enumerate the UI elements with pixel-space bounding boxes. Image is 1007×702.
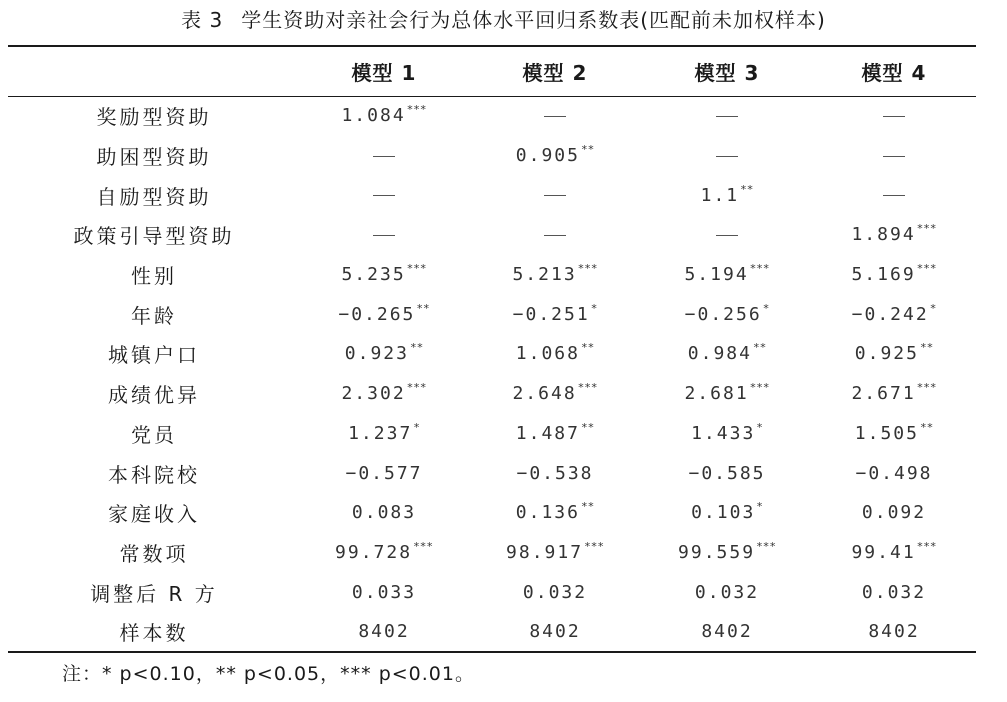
- cell-value: 1.068: [515, 343, 580, 365]
- table-cell: [300, 96, 468, 136]
- table-cell: [468, 533, 642, 573]
- table-cell: [468, 414, 642, 454]
- table-row: [8, 493, 976, 533]
- table-header: [8, 47, 976, 96]
- table-cell: [300, 136, 468, 176]
- empty-dash: [716, 235, 738, 236]
- table-cell: [812, 374, 976, 414]
- table-cell: [642, 572, 812, 612]
- cell-value: 99.41: [851, 541, 916, 563]
- table-row: [8, 215, 976, 255]
- significance-mark: ***: [756, 539, 776, 553]
- table-cell: [468, 453, 642, 493]
- row-label: 本科院校: [108, 462, 200, 487]
- cell-value: −0.256: [684, 303, 762, 325]
- row-label: 家庭收入: [108, 502, 200, 527]
- table-cell: [642, 136, 812, 176]
- row-label: 年龄: [131, 303, 177, 328]
- table-cell: [642, 493, 812, 533]
- cell-value: 2.302: [341, 383, 406, 405]
- cell-value: −0.577: [345, 462, 423, 484]
- significance-mark: ***: [916, 262, 937, 276]
- table-cell: [812, 533, 976, 573]
- table-row: [8, 294, 976, 334]
- table-cell: [812, 255, 976, 295]
- row-label: 样本数: [119, 621, 189, 646]
- cell-value: −0.265: [338, 303, 416, 325]
- cell-value: 1.084: [341, 105, 406, 127]
- table-cell: [812, 96, 976, 136]
- cell-value: 8402: [529, 621, 581, 643]
- table-cell: [642, 96, 812, 136]
- significance-mark: ***: [916, 381, 937, 395]
- table-cell: [468, 374, 642, 414]
- table-cell: [468, 255, 642, 295]
- cell-value: 0.136: [515, 502, 580, 524]
- significance-mark: ***: [916, 539, 937, 553]
- table-cell: [468, 493, 642, 533]
- significance-mark: **: [740, 182, 754, 196]
- cell-value: 0.103: [691, 502, 756, 524]
- table-row: [8, 414, 976, 454]
- row-label: 性别: [131, 264, 177, 289]
- cell-value: 0.032: [694, 581, 760, 603]
- significance-mark: *: [762, 301, 770, 315]
- table-cell: [468, 334, 642, 374]
- table-note: 注：* p<0.10，** p<0.05，*** p<0.01。: [62, 663, 475, 685]
- significance-mark: **: [919, 420, 934, 434]
- table-number: 表 3: [181, 8, 224, 32]
- empty-dash: [883, 195, 905, 196]
- table-cell: [642, 294, 812, 334]
- table-cell: [300, 533, 468, 573]
- cell-value: 0.032: [522, 581, 588, 603]
- table-cell: [468, 136, 642, 176]
- table-row: [8, 175, 976, 215]
- table-cell: [812, 493, 976, 533]
- cell-value: 8402: [358, 621, 410, 643]
- table-cell: [642, 453, 812, 493]
- table-row: [8, 453, 976, 493]
- empty-dash: [373, 195, 395, 196]
- cell-value: 2.681: [684, 383, 749, 405]
- cell-value: 99.559: [678, 541, 756, 563]
- row-label: 自励型资助: [96, 184, 212, 209]
- table-cell: [468, 572, 642, 612]
- row-label: 城镇户口: [108, 343, 200, 368]
- significance-mark: *: [929, 301, 937, 315]
- table-cell: [300, 414, 468, 454]
- table-cell: [642, 334, 812, 374]
- significance-mark: ***: [406, 262, 427, 276]
- significance-mark: *: [413, 420, 420, 434]
- significance-mark: **: [409, 341, 424, 355]
- cell-value: 1.505: [854, 422, 919, 444]
- cell-value: 0.032: [861, 581, 927, 603]
- significance-mark: **: [580, 500, 595, 514]
- cell-value: 1.433: [691, 422, 756, 444]
- cell-value: 5.169: [851, 264, 916, 286]
- empty-dash: [883, 116, 905, 117]
- table-cell: [300, 612, 468, 652]
- row-label: 常数项: [119, 541, 189, 566]
- table-cell: [468, 175, 642, 215]
- table-row: [8, 374, 976, 414]
- table-cell: [300, 255, 468, 295]
- empty-dash: [544, 195, 566, 196]
- cell-value: 98.917: [506, 541, 584, 563]
- table-row: [8, 255, 976, 295]
- cell-value: 99.728: [335, 541, 413, 563]
- table-row: [8, 533, 976, 573]
- table-cell: [642, 255, 812, 295]
- row-label: 政策引导型资助: [73, 224, 235, 249]
- table-title: 学生资助对亲社会行为总体水平回归系数表(匹配前未加权样本): [241, 8, 826, 32]
- empty-dash: [544, 235, 566, 236]
- empty-dash: [716, 156, 738, 157]
- cell-value: 0.092: [861, 502, 927, 524]
- header-cell-empty: [8, 47, 300, 96]
- significance-mark: *: [756, 420, 763, 434]
- header-cell-model-3: 模型 3: [694, 61, 760, 85]
- table-cell: [812, 215, 976, 255]
- table-cell: [300, 294, 468, 334]
- table-cell: [468, 215, 642, 255]
- empty-dash: [373, 156, 395, 157]
- table-cell: [300, 175, 468, 215]
- table-cell: [812, 612, 976, 652]
- table-cell: [642, 414, 812, 454]
- table-cell: [300, 572, 468, 612]
- row-label: 党员: [131, 422, 177, 447]
- table-body: [8, 96, 976, 652]
- row-label: 成绩优异: [108, 383, 200, 408]
- table-cell: [642, 215, 812, 255]
- empty-dash: [373, 235, 395, 236]
- header-cell-model-4: 模型 4: [861, 61, 927, 85]
- cell-value: 5.235: [341, 264, 406, 286]
- cell-value: 5.213: [512, 264, 577, 286]
- table-cell: [812, 453, 976, 493]
- table-cell: [642, 612, 812, 652]
- significance-mark: ***: [749, 262, 770, 276]
- table-cell: [642, 374, 812, 414]
- cell-value: 0.033: [351, 581, 417, 603]
- table-cell: [468, 612, 642, 652]
- header-cell-model-2: 模型 2: [522, 61, 588, 85]
- significance-mark: **: [580, 341, 595, 355]
- table-cell: [300, 334, 468, 374]
- significance-mark: ***: [406, 381, 427, 395]
- table-cell: [812, 334, 976, 374]
- empty-dash: [716, 116, 738, 117]
- table-row: [8, 612, 976, 652]
- table-row: [8, 572, 976, 612]
- table-cell: [812, 572, 976, 612]
- table-cell: [468, 294, 642, 334]
- cell-value: 1.894: [851, 224, 916, 246]
- significance-mark: ***: [577, 262, 598, 276]
- cell-value: 0.923: [344, 343, 409, 365]
- table-cell: [300, 453, 468, 493]
- cell-value: 2.648: [512, 383, 577, 405]
- row-label: 调整后 R 方: [90, 581, 218, 606]
- cell-value: 8402: [701, 621, 753, 643]
- cell-value: 1.237: [348, 422, 413, 444]
- empty-dash: [883, 156, 905, 157]
- header-row: [8, 47, 976, 96]
- cell-value: −0.251: [512, 303, 590, 325]
- table-cell: [812, 294, 976, 334]
- significance-mark: ***: [749, 381, 770, 395]
- cell-value: 0.984: [687, 343, 752, 365]
- table-row: [8, 136, 976, 176]
- cell-value: 0.925: [854, 343, 919, 365]
- cell-value: 2.671: [851, 383, 916, 405]
- table-cell: [642, 175, 812, 215]
- header-cell-model-1: 模型 1: [351, 61, 417, 85]
- table-cell: [300, 215, 468, 255]
- table-cell: [468, 96, 642, 136]
- significance-mark: ***: [916, 222, 937, 236]
- significance-mark: **: [416, 301, 430, 315]
- cell-value: −0.538: [516, 462, 594, 484]
- significance-mark: **: [919, 341, 934, 355]
- cell-value: 1.1: [700, 184, 740, 206]
- table-caption: [0, 6, 1007, 34]
- significance-mark: **: [580, 143, 595, 157]
- cell-value: 5.194: [684, 264, 749, 286]
- table-cell: [300, 493, 468, 533]
- row-label: 助困型资助: [96, 145, 212, 170]
- table-cell: [812, 136, 976, 176]
- significance-mark: *: [590, 301, 598, 315]
- cell-value: 0.905: [515, 145, 580, 167]
- cell-value: −0.242: [851, 303, 929, 325]
- table-row: [8, 334, 976, 374]
- significance-mark: ***: [577, 381, 598, 395]
- significance-mark: **: [580, 420, 595, 434]
- cell-value: −0.585: [688, 462, 766, 484]
- cell-value: 8402: [868, 621, 920, 643]
- regression-table: [8, 47, 976, 652]
- significance-mark: **: [752, 341, 767, 355]
- cell-value: 1.487: [515, 422, 580, 444]
- table-cell: [642, 533, 812, 573]
- row-label: 奖励型资助: [96, 105, 212, 130]
- significance-mark: *: [756, 500, 763, 514]
- table-cell: [812, 175, 976, 215]
- significance-mark: ***: [413, 539, 433, 553]
- table-cell: [300, 374, 468, 414]
- table-row: [8, 96, 976, 136]
- empty-dash: [544, 116, 566, 117]
- cell-value: 0.083: [351, 502, 417, 524]
- cell-value: −0.498: [855, 462, 933, 484]
- table-cell: [812, 414, 976, 454]
- significance-mark: ***: [406, 103, 427, 117]
- significance-mark: ***: [584, 539, 604, 553]
